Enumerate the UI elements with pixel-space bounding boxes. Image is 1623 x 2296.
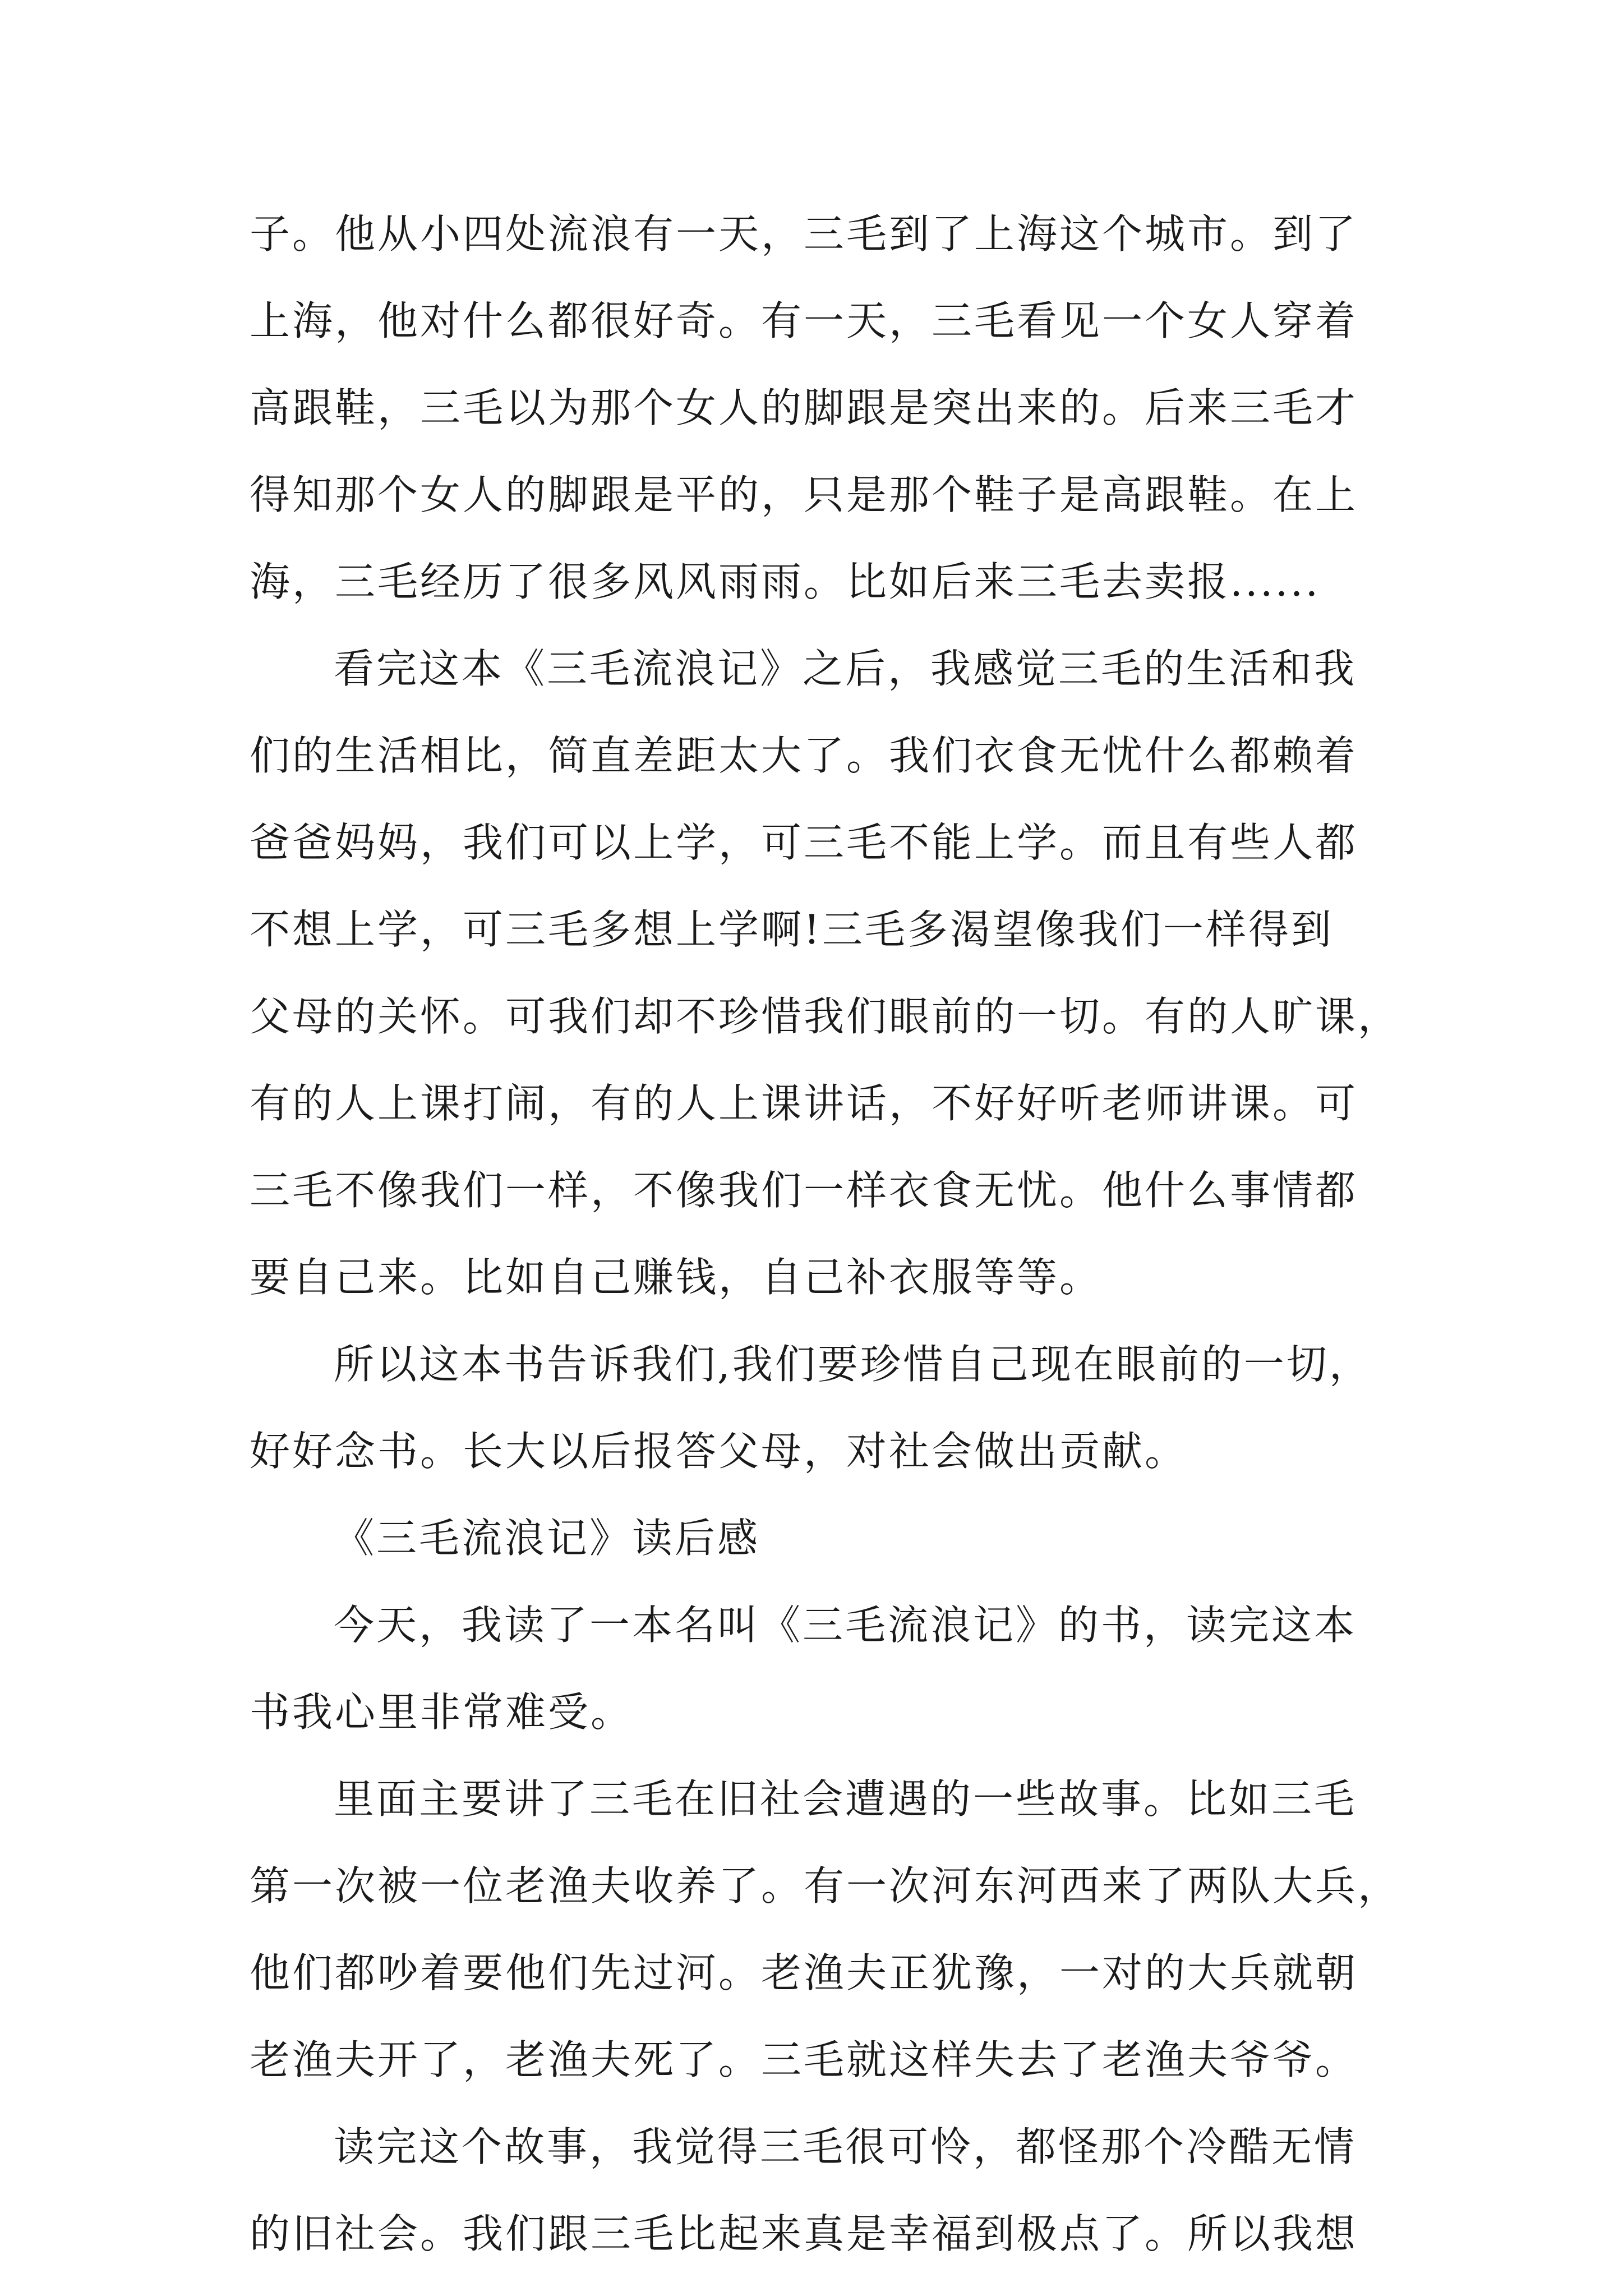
- paragraph-start-line: 今天，我读了一本名叫《三毛流浪记》的书，读完这本: [334, 1602, 1357, 1649]
- paragraph-start-line: 看完这本《三毛流浪记》之后，我感觉三毛的生活和我: [334, 645, 1357, 692]
- text-line: 要自己来。比如自己赚钱，自己补衣服等等。: [250, 1254, 1103, 1301]
- text-line: 他们都吵着要他们先过河。老渔夫正犹豫，一对的大兵就朝: [250, 1949, 1358, 1996]
- body-text: [250, 191, 1401, 2277]
- text-line: 海，三毛经历了很多风风雨雨。比如后来三毛去卖报......: [250, 558, 1321, 605]
- text-line: 爸爸妈妈，我们可以上学，可三毛不能上学。而且有些人都: [250, 819, 1358, 866]
- text-line: 三毛不像我们一样，不像我们一样衣食无忧。他什么事情都: [250, 1167, 1358, 1214]
- text-line: 上海，他对什么都很好奇。有一天，三毛看见一个女人穿着: [250, 297, 1358, 344]
- text-line: 高跟鞋，三毛以为那个女人的脚跟是突出来的。后来三毛才: [250, 384, 1358, 431]
- text-line: 得知那个女人的脚跟是平的，只是那个鞋子是高跟鞋。在上: [250, 471, 1358, 518]
- text-line: 们的生活相比，简直差距太大了。我们衣食无忧什么都赖着: [250, 732, 1358, 779]
- text-line: 好好念书。长大以后报答父母，对社会做出贡献。: [250, 1428, 1188, 1475]
- text-line: 有的人上课打闹，有的人上课讲话，不好好听老师讲课。可: [250, 1080, 1358, 1127]
- text-line: 第一次被一位老渔夫收养了。有一次河东河西来了两队大兵，: [250, 1862, 1401, 1910]
- text-line: 子。他从小四处流浪有一天，三毛到了上海这个城市。到了: [250, 210, 1358, 257]
- section-title: 《三毛流浪记》读后感: [334, 1515, 760, 1562]
- text-line: 老渔夫开了，老渔夫死了。三毛就这样失去了老渔夫爷爷。: [250, 2036, 1358, 2083]
- text-line: 书我心里非常难受。: [250, 1688, 634, 1736]
- paragraph-start-line: 所以这本书告诉我们,我们要珍惜自己现在眼前的一切，: [334, 1341, 1372, 1388]
- text-line: 的旧社会。我们跟三毛比起来真是幸福到极点了。所以我想: [250, 2210, 1358, 2257]
- text-line: 不想上学，可三毛多想上学啊!三毛多渴望像我们一样得到: [250, 906, 1334, 953]
- paragraph-start-line: 里面主要讲了三毛在旧社会遭遇的一些故事。比如三毛: [334, 1775, 1357, 1823]
- text-line: 父母的关怀。可我们却不珍惜我们眼前的一切。有的人旷课，: [250, 993, 1401, 1040]
- paragraph-start-line: 读完这个故事，我觉得三毛很可怜，都怪那个冷酷无情: [334, 2123, 1357, 2170]
